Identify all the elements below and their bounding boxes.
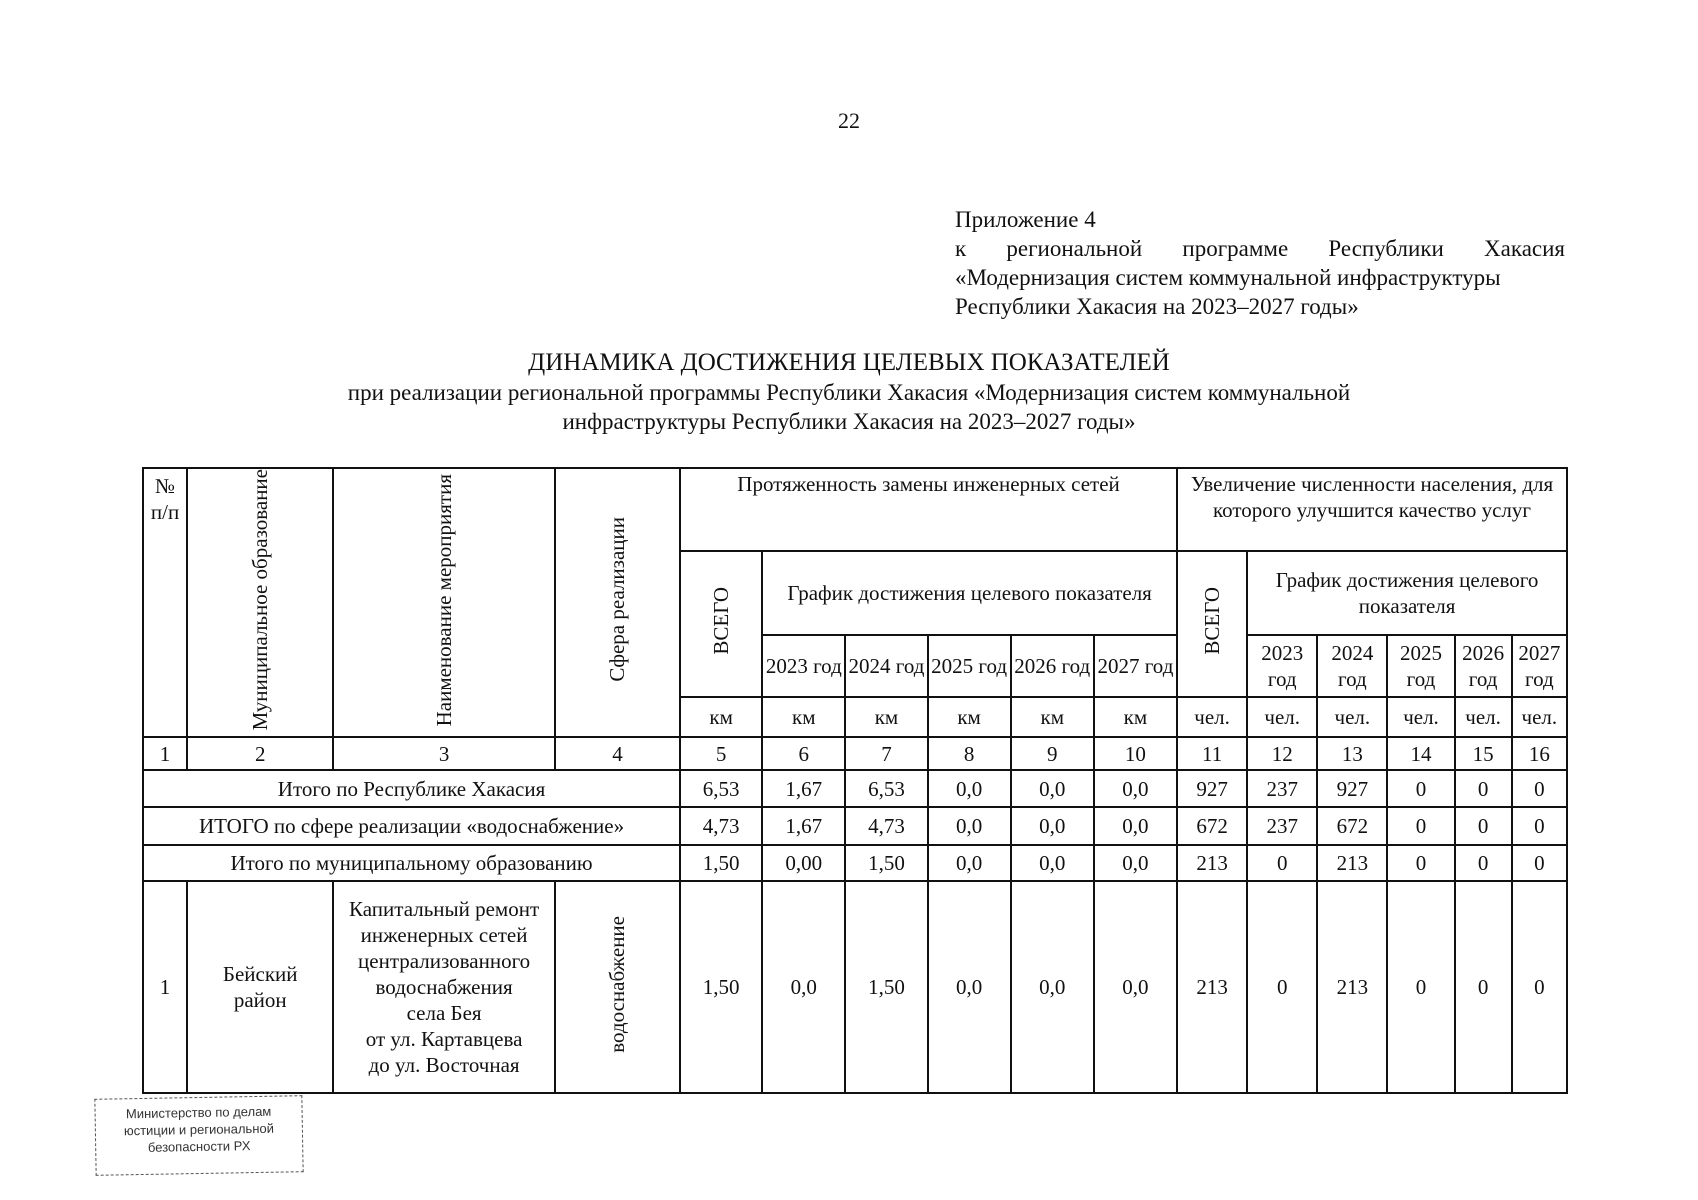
value-cell: 0,0 xyxy=(1011,807,1094,845)
event-line: водоснабжения xyxy=(375,975,513,1000)
value-cell: 0,0 xyxy=(1011,845,1094,881)
header-population-schedule: График достижения целевого показателя xyxy=(1247,551,1567,635)
header-sphere-text: Сфера реализации xyxy=(604,517,629,683)
unit-cell: чел. xyxy=(1247,697,1317,737)
stamp-line-3: безопасности РХ xyxy=(147,1138,251,1155)
column-number: 16 xyxy=(1512,737,1567,770)
value-cell: 4,73 xyxy=(845,807,927,845)
value-cell: 0,00 xyxy=(762,845,845,881)
summary-label: Итого по муниципальному образованию xyxy=(143,845,680,881)
unit-cell: чел. xyxy=(1387,697,1454,737)
header-population-year: 2025 год xyxy=(1387,635,1454,697)
value-cell: 672 xyxy=(1177,807,1247,845)
stamp-line-2: юстиции и региональной xyxy=(123,1120,275,1139)
value-cell: 0 xyxy=(1455,770,1512,807)
ministry-stamp xyxy=(94,1095,303,1176)
event-line: до ул. Восточная xyxy=(368,1053,520,1078)
header-length-year: 2024 год xyxy=(845,635,927,697)
header-event-name-text: Наименование мероприятия xyxy=(431,473,456,726)
unit-cell: км xyxy=(1094,697,1177,737)
value-cell: 0,0 xyxy=(928,807,1011,845)
value-cell: 0 xyxy=(1455,881,1512,1093)
value-cell: 1,67 xyxy=(762,770,845,807)
column-number: 10 xyxy=(1094,737,1177,770)
value-cell: 0 xyxy=(1387,807,1454,845)
value-cell: 0,0 xyxy=(1094,881,1177,1093)
value-cell: 0 xyxy=(1387,881,1454,1093)
unit-cell: чел. xyxy=(1317,697,1387,737)
event-line: инженерных сетей xyxy=(360,923,528,948)
column-number: 12 xyxy=(1247,737,1317,770)
appendix-line-4: Республики Хакасия на 2023–2027 годы» xyxy=(955,294,1359,319)
column-number: 14 xyxy=(1387,737,1454,770)
value-cell: 4,73 xyxy=(680,807,762,845)
appendix-line-2: к региональной программе Республики Хакасия xyxy=(955,236,1565,261)
header-population-year: 2027 год xyxy=(1512,635,1567,697)
value-cell: 0,0 xyxy=(1094,807,1177,845)
value-cell: 6,53 xyxy=(845,770,927,807)
value-cell: 672 xyxy=(1317,807,1387,845)
value-cell: 0 xyxy=(1247,881,1317,1093)
row-sphere xyxy=(555,881,680,1093)
header-population-group: Увеличение численности населения, для которого улучшится качество услуг xyxy=(1177,468,1567,551)
row-municipality: Бейский район xyxy=(187,881,333,1093)
value-cell: 6,53 xyxy=(680,770,762,807)
appendix-line-1: Приложение 4 xyxy=(955,207,1096,232)
header-length-year: 2025 год xyxy=(928,635,1011,697)
header-sphere xyxy=(555,468,680,737)
header-population-year: 2023 год xyxy=(1247,635,1317,697)
row-event-name xyxy=(333,881,554,1093)
value-cell: 0 xyxy=(1247,845,1317,881)
value-cell: 0 xyxy=(1455,807,1512,845)
column-number: 6 xyxy=(762,737,845,770)
header-length-group: Протяженность замены инженерных сетей xyxy=(680,468,1177,551)
document-title xyxy=(0,348,1698,436)
value-cell: 0 xyxy=(1387,845,1454,881)
header-population-total-text: ВСЕГО xyxy=(1199,587,1224,656)
value-cell: 0,0 xyxy=(928,770,1011,807)
value-cell: 1,50 xyxy=(680,845,762,881)
value-cell: 0,0 xyxy=(1011,881,1094,1093)
column-number: 1 xyxy=(143,737,187,770)
column-number: 15 xyxy=(1455,737,1512,770)
unit-cell: чел. xyxy=(1177,697,1247,737)
stamp-line-1: Министерство по делам xyxy=(125,1103,272,1122)
summary-row-republic xyxy=(143,770,1567,807)
value-cell: 0 xyxy=(1512,845,1567,881)
unit-cell: чел. xyxy=(1512,697,1567,737)
value-cell: 0,0 xyxy=(1094,845,1177,881)
summary-label: Итого по Республике Хакасия xyxy=(143,770,680,807)
column-number: 2 xyxy=(187,737,333,770)
column-number: 3 xyxy=(333,737,554,770)
value-cell: 1,50 xyxy=(845,845,927,881)
header-municipality-text: Муниципальное образование xyxy=(247,469,272,731)
value-cell: 0,0 xyxy=(1094,770,1177,807)
title-sub-2: инфраструктуры Республики Хакасия на 2023–2027 годы» xyxy=(562,409,1136,434)
value-cell: 0 xyxy=(1512,770,1567,807)
event-line: села Бея xyxy=(406,1001,482,1026)
value-cell: 213 xyxy=(1177,881,1247,1093)
title-main: ДИНАМИКА ДОСТИЖЕНИЯ ЦЕЛЕВЫХ ПОКАЗАТЕЛЕЙ xyxy=(528,349,1170,376)
value-cell: 237 xyxy=(1247,770,1317,807)
appendix-block xyxy=(955,205,1565,321)
header-length-schedule: График достижения целевого показателя xyxy=(762,551,1177,635)
header-population-year: 2026 год xyxy=(1455,635,1512,697)
column-number: 4 xyxy=(555,737,680,770)
header-length-year: 2026 год xyxy=(1011,635,1094,697)
value-cell: 1,67 xyxy=(762,807,845,845)
value-cell: 927 xyxy=(1317,770,1387,807)
page-number: 22 xyxy=(838,108,860,133)
header-population-year: 2024 год xyxy=(1317,635,1387,697)
value-cell: 0 xyxy=(1512,807,1567,845)
value-cell: 927 xyxy=(1177,770,1247,807)
data-row xyxy=(143,881,1567,1093)
header-length-total-text: ВСЕГО xyxy=(708,587,733,656)
value-cell: 0,0 xyxy=(762,881,845,1093)
value-cell: 0 xyxy=(1512,881,1567,1093)
indicators-table xyxy=(142,467,1568,1094)
value-cell: 237 xyxy=(1247,807,1317,845)
unit-cell: км xyxy=(680,697,762,737)
summary-label: ИТОГО по сфере реализации «водоснабжение» xyxy=(143,807,680,845)
summary-row-sphere xyxy=(143,807,1567,845)
header-length-total xyxy=(680,551,762,697)
header-municipality xyxy=(187,468,333,737)
column-number: 9 xyxy=(1011,737,1094,770)
event-line: централизованного xyxy=(358,949,531,974)
unit-cell: чел. xyxy=(1455,697,1512,737)
header-num: № п/п xyxy=(143,468,187,737)
title-sub-1: при реализации региональной программы Республики Хакасия «Модернизация систем коммунальной xyxy=(347,380,1351,405)
row-number: 1 xyxy=(143,881,187,1093)
appendix-line-3: «Модернизация систем коммунальной инфраструктуры xyxy=(955,265,1501,290)
value-cell: 1,50 xyxy=(680,881,762,1093)
header-event-name xyxy=(333,468,554,737)
value-cell: 213 xyxy=(1317,881,1387,1093)
header-length-year: 2027 год xyxy=(1094,635,1177,697)
event-line: от ул. Картавцева xyxy=(365,1027,523,1052)
unit-cell: км xyxy=(928,697,1011,737)
value-cell: 1,50 xyxy=(845,881,927,1093)
value-cell: 0,0 xyxy=(1011,770,1094,807)
unit-cell: км xyxy=(1011,697,1094,737)
value-cell: 213 xyxy=(1317,845,1387,881)
column-number: 11 xyxy=(1177,737,1247,770)
row-sphere-text: водоснабжение xyxy=(604,916,629,1053)
value-cell: 213 xyxy=(1177,845,1247,881)
column-number-row xyxy=(143,737,1567,770)
summary-row-municipality xyxy=(143,845,1567,881)
header-population-total xyxy=(1177,551,1247,697)
column-number: 5 xyxy=(680,737,762,770)
header-length-year: 2023 год xyxy=(762,635,845,697)
column-number: 7 xyxy=(845,737,927,770)
value-cell: 0 xyxy=(1455,845,1512,881)
event-line: Капитальный ремонт xyxy=(349,897,540,922)
unit-cell: км xyxy=(762,697,845,737)
unit-cell: км xyxy=(845,697,927,737)
value-cell: 0,0 xyxy=(928,881,1011,1093)
value-cell: 0 xyxy=(1387,770,1454,807)
column-number: 8 xyxy=(928,737,1011,770)
value-cell: 0,0 xyxy=(928,845,1011,881)
column-number: 13 xyxy=(1317,737,1387,770)
